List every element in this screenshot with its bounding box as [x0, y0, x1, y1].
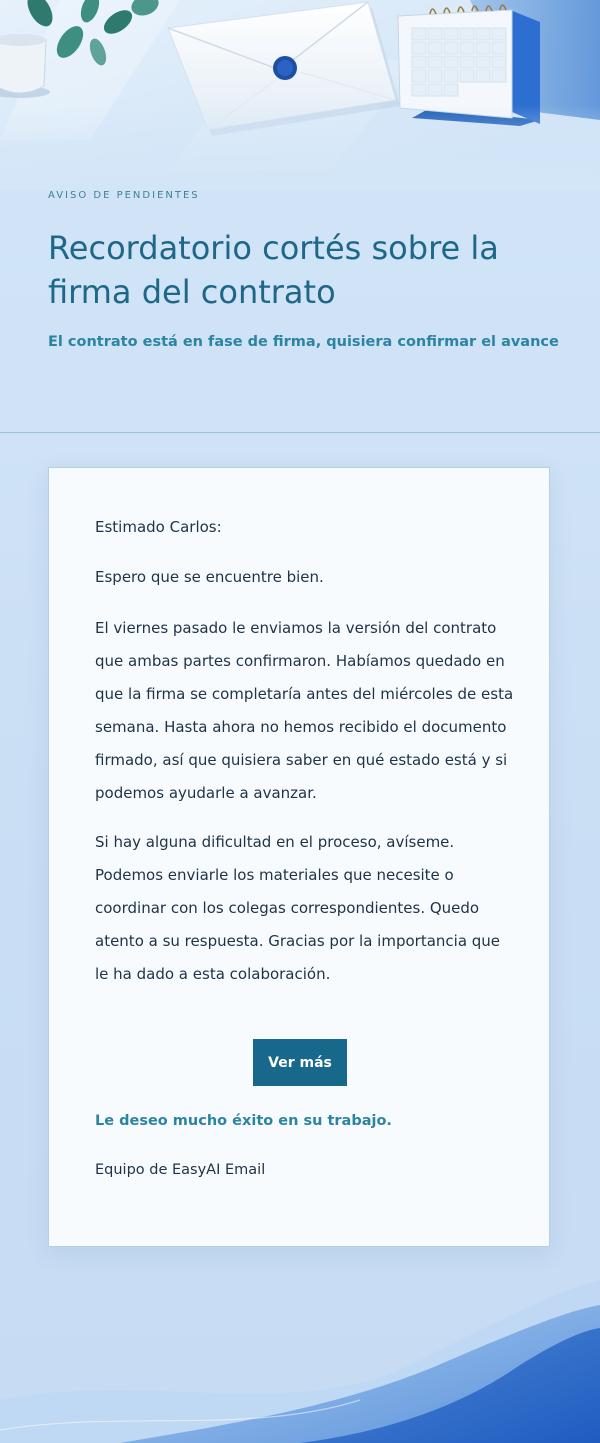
body-paragraph-2: Si hay alguna dificultad en el proceso, avíseme. Podemos enviarle los materiales que necesite o coordinar con los colegas correspondientes. Quedo atento a su respuesta. Gracias por la importancia que le ha dado a esta colaboración. — [95, 833, 501, 983]
email-card — [48, 467, 550, 1247]
footer-wave-illustration — [0, 1250, 600, 1443]
eyebrow-label: AVISO DE PENDIENTES — [48, 190, 200, 201]
header-divider — [0, 432, 600, 433]
greeting-text: Estimado Carlos: — [95, 518, 222, 536]
wellwish-text: Espero que se encuentre bien. — [95, 568, 324, 586]
signature-text: Equipo de EasyAI Email — [95, 1162, 266, 1178]
hero-illustration — [0, 0, 600, 190]
closing-text: Le deseo mucho éxito en su trabajo. — [95, 1113, 392, 1129]
see-more-button[interactable]: Ver más — [253, 1039, 347, 1086]
body-paragraph-1: El viernes pasado le enviamos la versión del contrato que ambas partes confirmaron. Habíamos quedado en que la firma se completaría antes del miércoles de esta semana. Hasta ahora no hemos recibido el documento firmado, así que quisiera saber en qué estado está y si podemos ayudarle a avanzar. — [95, 619, 514, 802]
page-title: Recordatorio cortés sobre la firma del contrato — [48, 229, 499, 311]
page-subtitle: El contrato está en fase de firma, quisiera confirmar el avance — [48, 334, 559, 350]
